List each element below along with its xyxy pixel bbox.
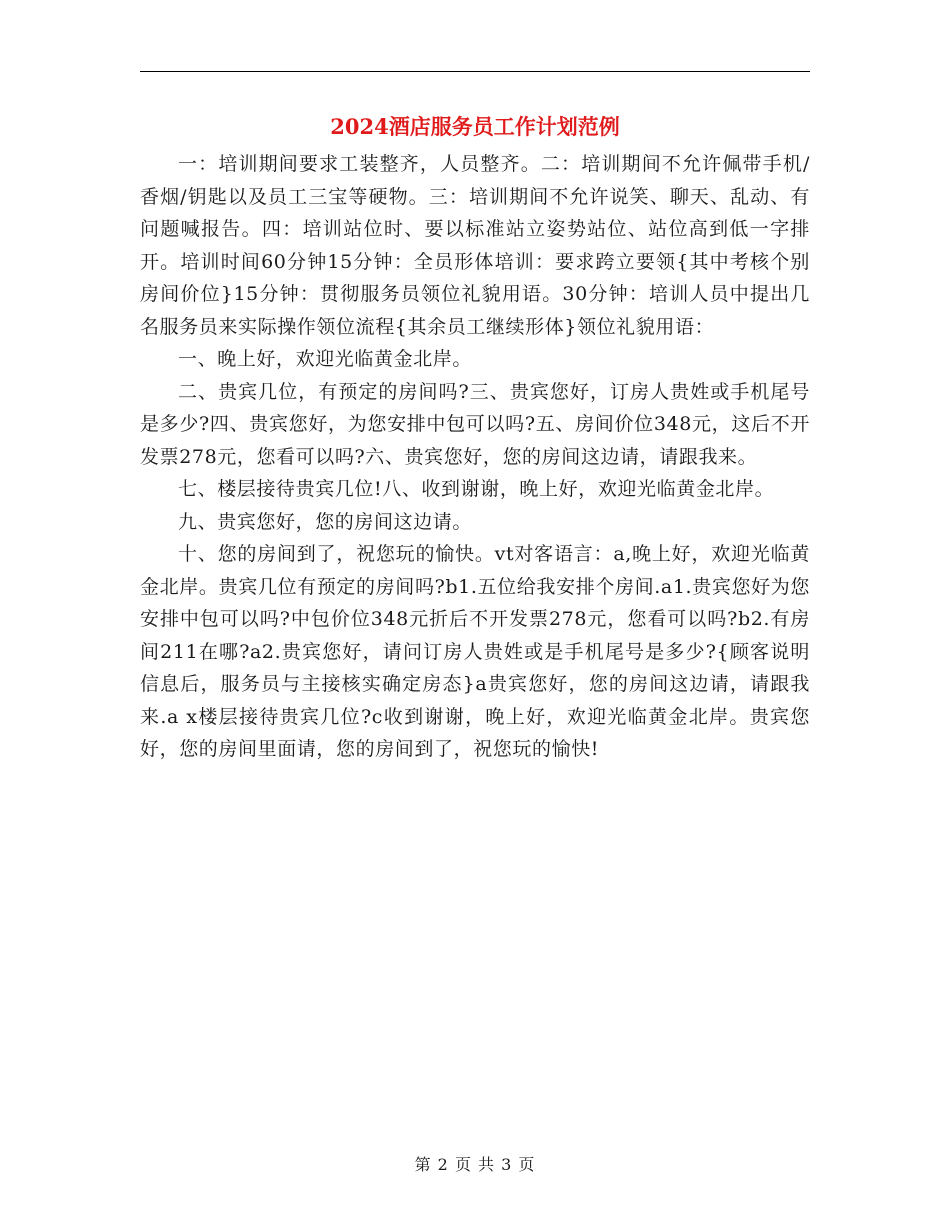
page-number-footer: 第 2 页 共 3 页	[414, 1155, 536, 1174]
document-title: 2024酒店服务员工作计划范例	[330, 114, 620, 139]
paragraph-greeting-7-8: 七、楼层接待贵宾几位!八、收到谢谢，晚上好，欢迎光临黄金北岸。	[178, 478, 775, 500]
header-rule	[140, 71, 810, 72]
document-body	[140, 148, 810, 766]
paragraph-greeting-9: 九、贵宾您好，您的房间这边请。	[178, 510, 473, 533]
paragraph-greeting-1: 一、晚上好，欢迎光临黄金北岸。	[178, 348, 473, 370]
paragraph-greeting-10-dialogue: 十、您的房间到了，祝您玩的愉快。vt对客语言：a,晚上好，欢迎光临黄金北岸。贵宾几位有预定的房间吗?b1.五位给我安排个房间.a1.贵宾您好为您安排中包可以吗?中包价位348元折后不开发票278元，您看可以吗?b2.有房间211在哪?a2.贵宾您好，请问订房人贵姓或是手机尾号是多少?{顾客说明信息后，服务员与主接核实确定房态}a贵宾您好，您的房间这边请，请跟我来.a x楼层接待贵宾几位?c收到谢谢，晚上好，欢迎光临黄金北岸。贵宾您好，您的房间里面请，您的房间到了，祝您玩的愉快!	[140, 543, 810, 760]
paragraph-greeting-2-6: 二、贵宾几位，有预定的房间吗?三、贵宾您好，订房人贵姓或手机尾号是多少?四、贵宾您好，为您安排中包可以吗?五、房间价位348元，这后不开发票278元，您看可以吗?六、贵宾您好，您的房间这边请，请跟我来。	[140, 380, 810, 468]
paragraph-training-rules: 一：培训期间要求工装整齐，人员整齐。二：培训期间不允许佩带手机/香烟/钥匙以及员工三宝等硬物。三：培训期间不允许说笑、聊天、乱动、有问题喊报告。四：培训站位时、要以标准站立姿势站位、站位高到低一字排开。培训时间60分钟15分钟：全员形体培训：要求跨立要领{其中考核个别房间价位}15分钟：贯彻服务员领位礼貌用语。30分钟：培训人员中提出几名服务员来实际操作领位流程{其余员工继续形体}领位礼貌用语：	[140, 153, 810, 338]
